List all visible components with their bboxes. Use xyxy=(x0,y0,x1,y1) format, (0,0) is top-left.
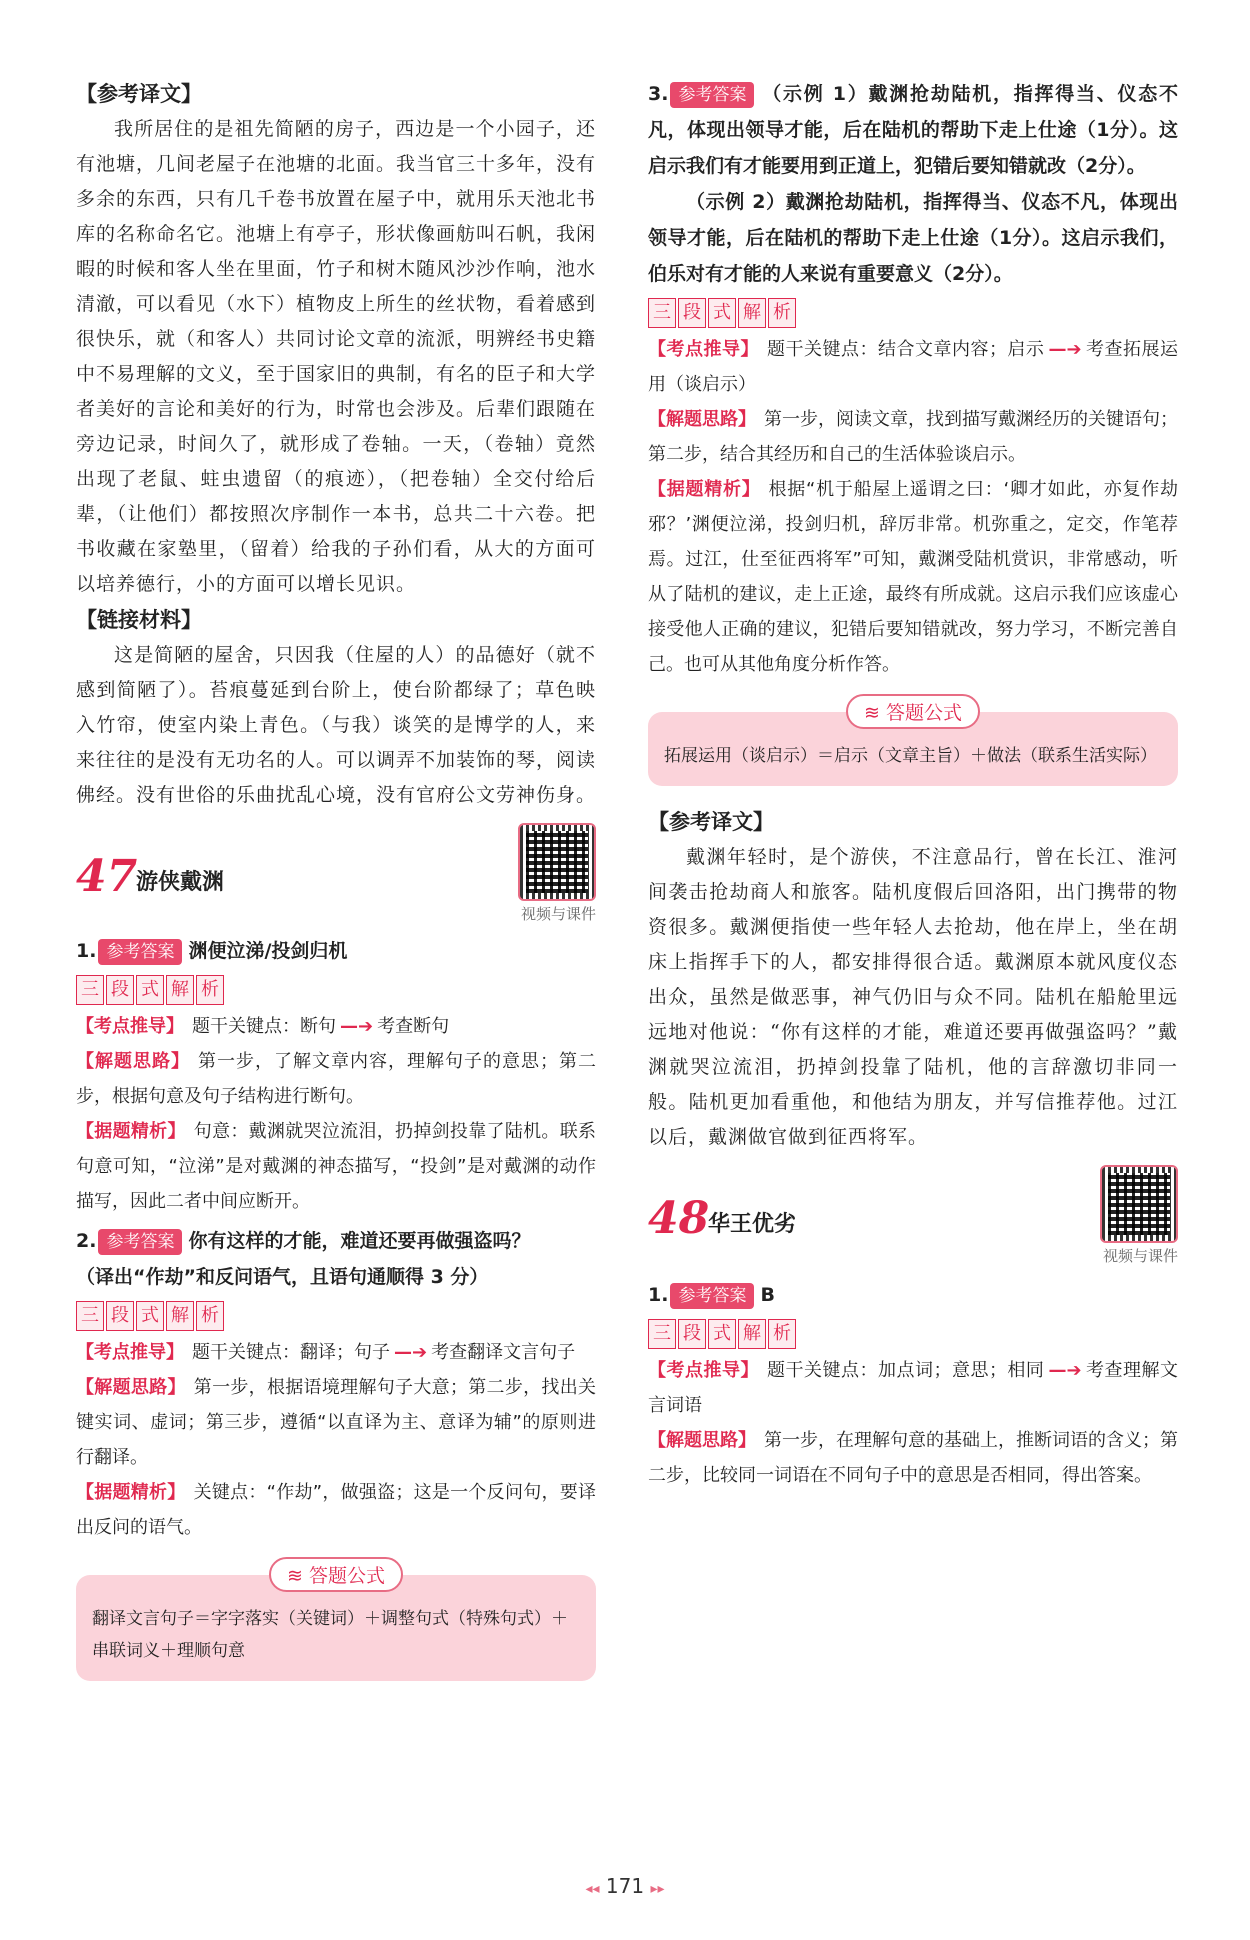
arrow-icon: —➔ xyxy=(394,1342,428,1363)
question-1: 1. 参考答案 渊便泣涕/投剑归机 xyxy=(76,933,596,969)
reference-translation-title: 【参考译文】 xyxy=(76,82,202,106)
question-3: 3. 参考答案 （示例 1）戴渊抢劫陆机，指挥得当、仪态不凡，体现出领导才能，后在陆机的帮助下走上仕途（1分）。这启示我们有才能要用到正道上，犯错后要知错就改（2分）。 xyxy=(648,83,1178,177)
answer-example-2: （示例 2）戴渊抢劫陆机，指挥得当、仪态不凡，体现出领导才能，后在陆机的帮助下走上仕途（1分）。这启示我们，伯乐对有才能的人来说有重要意义（2分）。 xyxy=(648,191,1178,285)
answer-badge: 参考答案 xyxy=(670,82,754,108)
right-column xyxy=(648,76,1178,1493)
answer-text: 你有这样的才能，难道还要再做强盗吗？ xyxy=(188,1230,531,1252)
three-step-analysis-label: 三 段 式 解 析 xyxy=(76,1301,226,1331)
lesson-number: 47 xyxy=(76,851,138,902)
answer-formula-box xyxy=(76,1565,596,1681)
qr-caption: 视频与课件 xyxy=(1102,1247,1178,1265)
analysis-approach: 【解题思路】 第一步，了解文章内容，理解句子的意思；第二步，根据句意及句子结构进行断句。 xyxy=(76,1051,596,1107)
analysis-approach: 【解题思路】 第一步，在理解句意的基础上，推断词语的含义；第二步，比较同一词语在不同句子中的意思是否相同，得出答案。 xyxy=(648,1430,1178,1486)
reference-translation-title: 【参考译文】 xyxy=(648,810,774,834)
analysis-detail: 【据题精析】 根据“机于船屋上遥谓之曰：‘卿才如此，亦复作劫邪？’渊便泣涕，投剑归机，辞厉非常。机弥重之，定交，作笔荐焉。过江，仕至征西将军”可知，戴渊受陆机赏识，非常感动，听从了陆机的建议，走上正途，最终有所成就。这启示我们应该虚心接受他人正确的建议，犯错后要知错就改，努力学习，不断完善自己。也可从其他角度分析作答。 xyxy=(648,479,1179,675)
answer-badge: 参考答案 xyxy=(98,1229,182,1255)
three-step-analysis-label: 三 段 式 解 析 xyxy=(648,1319,798,1349)
lesson-number: 48 xyxy=(648,1193,710,1244)
reference-translation-text: 戴渊年轻时，是个游侠，不注意品行，曾在长江、淮河间袭击抢劫商人和旅客。陆机度假后回洛阳，出门携带的物资很多。戴渊便指使一些年轻人去抢劫，他在岸上，坐在胡床上指挥手下的人，都安排得很合适。戴渊原本就风度仪态出众，虽然是做恶事，神气仍旧与众不同。陆机在船舱里远远地对他说：“你有这样的才能，难道还要再做强盗吗？”戴渊就哭泣流泪，扔掉剑投靠了陆机，他的言辞激切非同一般。陆机更加看重他，和他结为朋友，并写信推荐他。过江以后，戴渊做官做到征西将军。 xyxy=(648,846,1178,1148)
analysis-detail: 【据题精析】 句意：戴渊就哭泣流泪，扔掉剑投靠了陆机。联系句意可知，“泣涕”是对戴渊的神态描写，“投剑”是对戴渊的动作描写，因此二者中间应断开。 xyxy=(76,1121,597,1212)
analysis-point: 【考点推导】 题干关键点：翻译；句子 —➔ 考查翻译文言句子 xyxy=(76,1342,576,1363)
page-number: ◂◂ 171 ▸▸ xyxy=(585,1874,665,1898)
qr-code-icon[interactable] xyxy=(518,823,596,901)
answer-formula-text: 翻译文言句子＝字字落实（关键词）＋调整句式（特殊句式）＋串联词义＋理顺句意 xyxy=(92,1609,568,1661)
lesson-title: 游侠戴渊 xyxy=(136,870,225,895)
analysis-approach: 【解题思路】 第一步，阅读文章，找到描写戴渊经历的关键语句；第二步，结合其经历和自己的生活体验谈启示。 xyxy=(648,409,1178,465)
lesson-47-header xyxy=(76,831,596,927)
answer-formula-tag: ≋ 答题公式 xyxy=(269,1557,403,1592)
answer-text: 渊便泣涕/投剑归机 xyxy=(188,940,348,962)
arrow-icon: —➔ xyxy=(340,1016,374,1037)
page-prev-arrows-icon: ◂◂ xyxy=(585,1881,600,1897)
answer-formula-text: 拓展运用（谈启示）＝启示（文章主旨）＋做法（联系生活实际） xyxy=(664,746,1157,766)
answer-badge: 参考答案 xyxy=(98,939,182,965)
analysis-point: 【考点推导】 题干关键点：断句 —➔ 考查断句 xyxy=(76,1016,450,1037)
answer-example-1: （示例 1）戴渊抢劫陆机，指挥得当、仪态不凡，体现出领导才能，后在陆机的帮助下走上仕途（1分）。这启示我们有才能要用到正道上，犯错后要知错就改（2分）。 xyxy=(648,83,1178,177)
analysis-point: 【考点推导】 题干关键点：结合文章内容；启示 —➔ 考查拓展运用（谈启示） xyxy=(648,339,1179,395)
arrow-icon: —➔ xyxy=(1048,1360,1082,1381)
analysis-approach: 【解题思路】 第一步，根据语境理解句子大意；第二步，找出关键实词、虚词；第三步，遵循“以直译为主、意译为辅”的原则进行翻译。 xyxy=(76,1377,597,1468)
answer-formula-tag: ≋ 答题公式 xyxy=(846,694,980,729)
qr-caption: 视频与课件 xyxy=(520,905,596,923)
left-column xyxy=(76,76,596,1681)
link-material-title: 【链接材料】 xyxy=(76,608,202,632)
question-2: 2. 参考答案 你有这样的才能，难道还要再做强盗吗？ xyxy=(76,1223,596,1259)
three-step-analysis-label: 三 段 式 解 析 xyxy=(76,975,226,1005)
scoring-note: （译出“作劫”和反问语气，且语句通顺得 3 分） xyxy=(76,1266,489,1288)
three-step-analysis-label: 三 段 式 解 析 xyxy=(648,298,798,328)
arrow-icon: —➔ xyxy=(1048,339,1082,360)
question-48-1: 1. 参考答案 B xyxy=(648,1277,1178,1313)
qr-code-icon[interactable] xyxy=(1100,1165,1178,1243)
lesson-title: 华王优劣 xyxy=(708,1212,797,1237)
analysis-point: 【考点推导】 题干关键点：加点词；意思；相同 —➔ 考查理解文言词语 xyxy=(648,1360,1179,1416)
link-material-text: 这是简陋的屋舍，只因我（住屋的人）的品德好（就不感到简陋了）。苔痕蔓延到台阶上，使台阶都绿了；草色映入竹帘，使室内染上青色。（与我）谈笑的是博学的人，来来往往的是没有无功名的人。可以调弄不加装饰的琴，阅读佛经。没有世俗的乐曲扰乱心境，没有官府公文劳神伤身。 xyxy=(76,644,597,806)
answer-formula-box xyxy=(648,702,1178,786)
page-next-arrows-icon: ▸▸ xyxy=(650,1881,665,1897)
answer-text: B xyxy=(760,1284,775,1306)
answer-badge: 参考答案 xyxy=(670,1283,754,1309)
lesson-48-header xyxy=(648,1173,1178,1269)
analysis-detail: 【据题精析】 关键点：“作劫”，做强盗；这是一个反问句，要译出反问的语气。 xyxy=(76,1482,596,1538)
reference-translation-text: 我所居住的是祖先简陋的房子，西边是一个小园子，还有池塘，几间老屋子在池塘的北面。我当官三十多年，没有多余的东西，只有几千卷书放置在屋子中，就用乐天池北书库的名称命名它。池塘上有亭子，形状像画舫叫石帆，我闲暇的时候和客人坐在里面，竹子和树木随风沙沙作响，池水清澈，可以看见（水下）植物皮上所生的丝状物，看着感到很快乐，就（和客人）共同讨论文章的流派，明辨经书史籍中不易理解的文义，至于国家旧的典制，有名的臣子和大学者美好的言论和美好的行为，时常也会涉及。后辈们跟随在旁边记录，时间久了，就形成了卷轴。一天，（卷轴）竟然出现了老鼠、蛀虫遗留（的痕迹），（把卷轴）全交付给后辈，（让他们）都按照次序制作一本书，总共二十六卷。把书收藏在家塾里，（留着）给我的子孙们看，从大的方面可以培养德行，小的方面可以增长见识。 xyxy=(76,118,597,595)
